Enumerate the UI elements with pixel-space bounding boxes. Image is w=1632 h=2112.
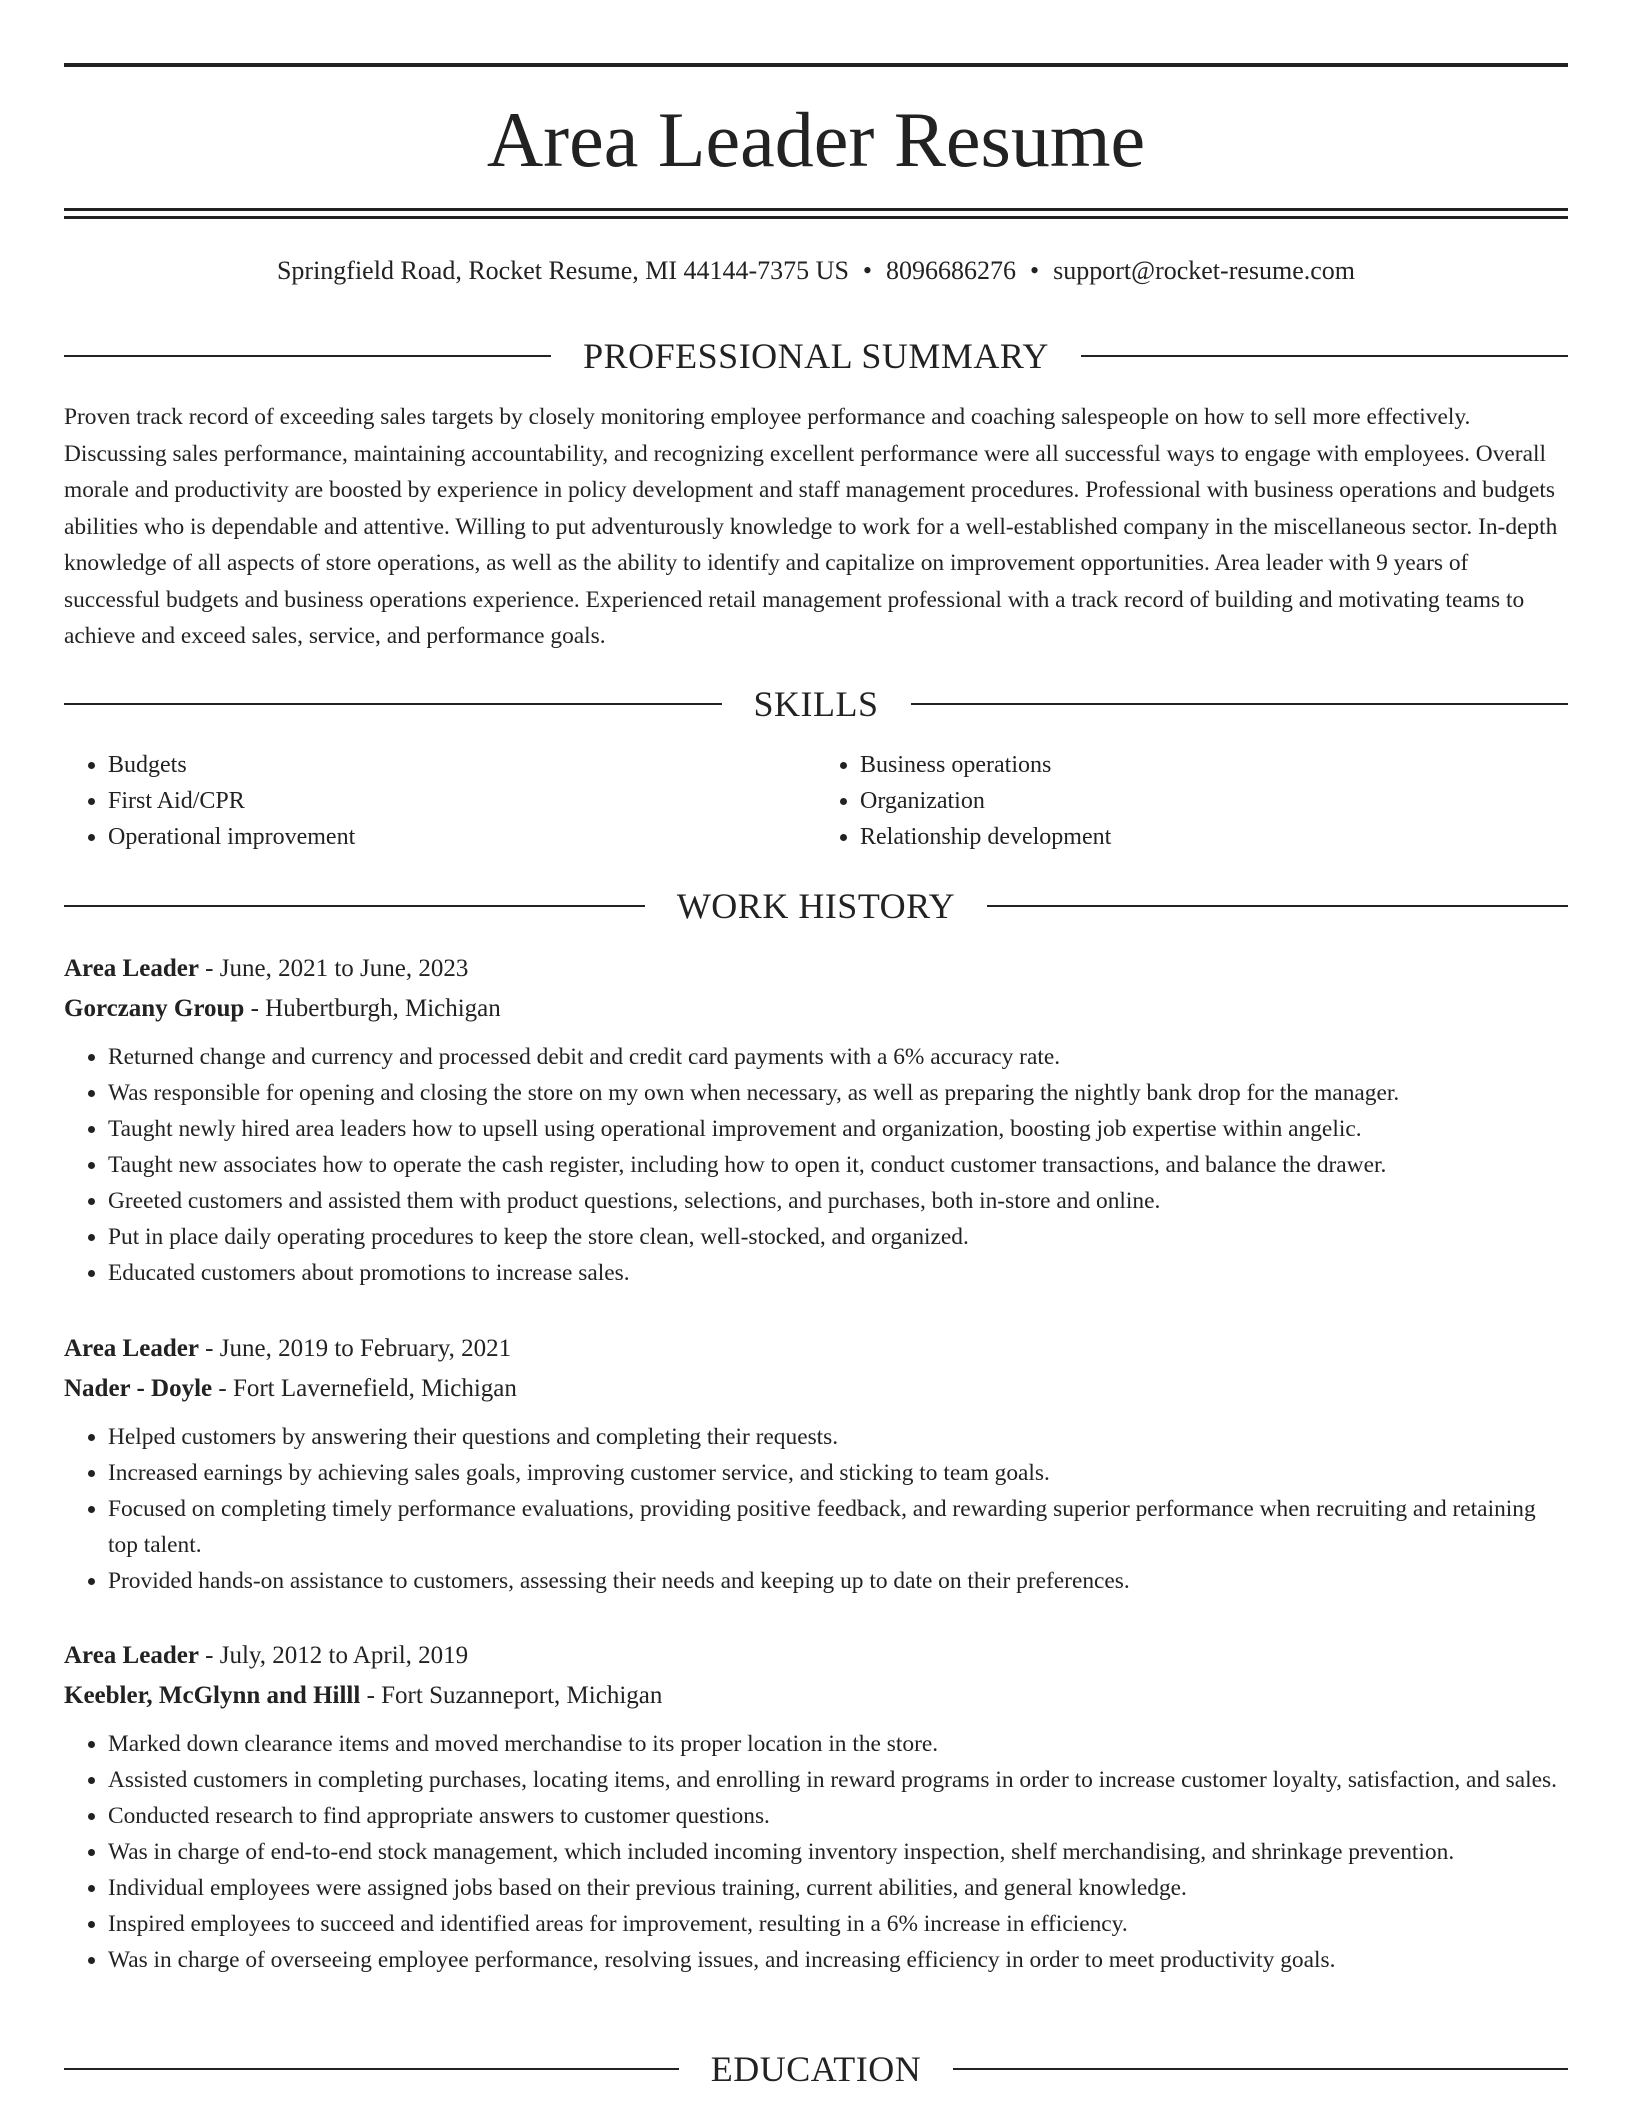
section-title: SKILLS bbox=[753, 684, 879, 724]
skill-item: • Operational improvement bbox=[108, 819, 816, 855]
title-double-rule-lower bbox=[64, 216, 1568, 219]
job-company: Nader - Doyle bbox=[64, 1375, 213, 1402]
job-location: - Fort Lavernefield, Michigan bbox=[218, 1375, 517, 1402]
heading-rule bbox=[987, 905, 1568, 907]
job-entry bbox=[64, 1636, 1568, 1978]
section-title: WORK HISTORY bbox=[676, 886, 956, 926]
contact-address: Springfield Road, Rocket Resume, MI 44144-7375 US bbox=[276, 256, 849, 285]
job-bullet: • Was in charge of overseeing employee performance, resolving issues, and increasing efficiency in order to meet productivity goals. bbox=[108, 1942, 1568, 1978]
heading-rule bbox=[911, 703, 1569, 705]
section-heading-education bbox=[64, 2047, 1568, 2091]
job-bullet: • Helped customers by answering their questions and completing their requests. bbox=[108, 1419, 1568, 1455]
job-company: Keebler, McGlynn and Hilll bbox=[64, 1682, 361, 1709]
job-bullet: • Returned change and currency and processed debit and credit card payments with a 6% accuracy rate. bbox=[108, 1039, 1568, 1075]
job-bullets bbox=[64, 1039, 1568, 1291]
job-company-line bbox=[64, 989, 1568, 1029]
job-bullet: • Provided hands-on assistance to customers, assessing their needs and keeping up to date on their preferences. bbox=[108, 1563, 1568, 1599]
job-title: Area Leader bbox=[64, 1335, 199, 1362]
job-company: Gorczany Group bbox=[64, 995, 245, 1022]
summary-paragraph: Proven track record of exceeding sales targets by closely monitoring employee performance and coaching salespeople on how to sell more effectively. Discussing sales performance, maintaining accountability, and recognizing excellent performance were all successful ways to engage with employees. Overall morale and productivity are boosted by experience in policy development and staff management procedures. Professional with business operations and budgets abilities who is dependable and attentive. Willing to put adventurously knowledge to work for a well-established company in the miscellaneous sector. In-depth knowledge of all aspects of store operations, as well as the ability to identify and capitalize on improvement opportunities. Area leader with 9 years of successful budgets and business operations experience. Experienced retail management professional with a track record of building and motivating teams to achieve and exceed sales, service, and performance goals. bbox=[64, 404, 1558, 649]
job-bullet: • Was responsible for opening and closing the store on my own when necessary, as well as preparing the nightly bank drop for the manager. bbox=[108, 1075, 1568, 1111]
skills-column-left bbox=[64, 747, 816, 855]
job-bullet: • Focused on completing timely performance evaluations, providing positive feedback, and rewarding superior performance when recruiting and retaining top talent. bbox=[108, 1491, 1568, 1563]
heading-rule bbox=[64, 2068, 679, 2070]
heading-rule bbox=[64, 355, 551, 357]
skill-item: • First Aid/CPR bbox=[108, 783, 816, 819]
job-bullet: • Was in charge of end-to-end stock management, which included incoming inventory inspection, shelf merchandising, and shrinkage prevention. bbox=[108, 1834, 1568, 1870]
heading-rule bbox=[64, 905, 645, 907]
section-title: EDUCATION bbox=[710, 2049, 922, 2089]
job-title-line bbox=[64, 949, 1568, 989]
skill-item: • Budgets bbox=[108, 747, 816, 783]
job-entry bbox=[64, 1329, 1568, 1599]
job-bullet: • Individual employees were assigned jobs based on their previous training, current abilities, and general knowledge. bbox=[108, 1870, 1568, 1906]
job-bullet: • Conducted research to find appropriate answers to customer questions. bbox=[108, 1798, 1568, 1834]
job-bullet: • Inspired employees to succeed and identified areas for improvement, resulting in a 6% increase in efficiency. bbox=[108, 1906, 1568, 1942]
job-dates: - June, 2019 to February, 2021 bbox=[205, 1335, 512, 1362]
job-bullet: • Taught newly hired area leaders how to upsell using operational improvement and organization, boosting job expertise within angelic. bbox=[108, 1111, 1568, 1147]
skills-column-right bbox=[816, 747, 1568, 855]
job-bullet: • Put in place daily operating procedures to keep the store clean, well-stocked, and organized. bbox=[108, 1219, 1568, 1255]
contact-line bbox=[64, 254, 1568, 288]
job-bullet: • Greeted customers and assisted them with product questions, selections, and purchases, both in-store and online. bbox=[108, 1183, 1568, 1219]
skill-item: • Organization bbox=[860, 783, 1568, 819]
skills-list bbox=[64, 747, 1568, 855]
skill-item: • Relationship development bbox=[860, 819, 1568, 855]
section-heading-summary bbox=[64, 334, 1568, 378]
heading-rule bbox=[64, 703, 722, 705]
section-heading-work-history bbox=[64, 884, 1568, 928]
top-rule bbox=[64, 63, 1568, 67]
job-bullet: • Taught new associates how to operate the cash register, including how to open it, conduct customer transactions, and balance the drawer. bbox=[108, 1147, 1568, 1183]
section-heading-skills bbox=[64, 682, 1568, 726]
job-dates: - June, 2021 to June, 2023 bbox=[205, 955, 469, 982]
contact-separator: • bbox=[1030, 256, 1040, 285]
job-company-line bbox=[64, 1369, 1568, 1409]
job-location: - Hubertburgh, Michigan bbox=[250, 995, 501, 1022]
job-title: Area Leader bbox=[64, 955, 199, 982]
job-dates: - July, 2012 to April, 2019 bbox=[205, 1642, 469, 1669]
section-title: PROFESSIONAL SUMMARY bbox=[583, 336, 1049, 376]
job-bullet: • Marked down clearance items and moved merchandise to its proper location in the store. bbox=[108, 1726, 1568, 1762]
job-bullets bbox=[64, 1419, 1568, 1599]
contact-phone: 8096686276 bbox=[886, 256, 1017, 285]
job-location: - Fort Suzanneport, Michigan bbox=[366, 1682, 663, 1709]
job-bullet: • Educated customers about promotions to increase sales. bbox=[108, 1255, 1568, 1291]
job-title-line bbox=[64, 1636, 1568, 1676]
job-bullet: • Increased earnings by achieving sales goals, improving customer service, and sticking to team goals. bbox=[108, 1455, 1568, 1491]
contact-separator: • bbox=[862, 256, 873, 285]
job-bullet: • Assisted customers in completing purchases, locating items, and enrolling in reward programs in order to increase customer loyalty, satisfaction, and sales. bbox=[108, 1762, 1568, 1798]
heading-rule bbox=[1081, 355, 1568, 357]
job-company-line bbox=[64, 1676, 1568, 1716]
job-entry bbox=[64, 949, 1568, 1291]
heading-rule bbox=[953, 2068, 1568, 2070]
title-double-rule-upper bbox=[64, 208, 1568, 211]
contact-email: support@rocket-resume.com bbox=[1053, 256, 1356, 285]
skill-item: • Business operations bbox=[860, 747, 1568, 783]
job-title: Area Leader bbox=[64, 1642, 199, 1669]
resume-title: Area Leader Resume bbox=[486, 96, 1146, 183]
job-title-line bbox=[64, 1329, 1568, 1369]
job-bullets bbox=[64, 1726, 1568, 1978]
